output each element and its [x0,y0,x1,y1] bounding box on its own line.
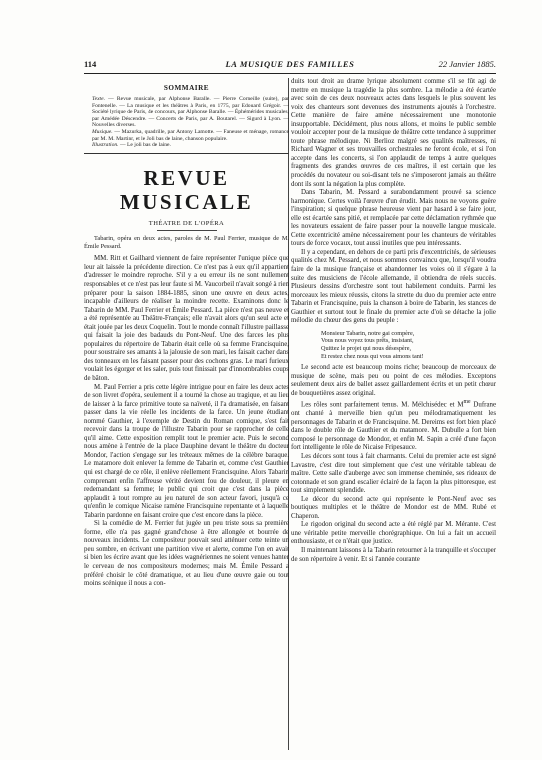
sommaire-rule [84,153,289,154]
right-paragraph-8: Le rigodon original du second acte a été réglé par M. Mérante. C'est une véritable petite merveille chorégraphique. On lui a fait un accueil enthousiaste, et ce n'était que justice. [291,521,496,546]
left-paragraph-2: M. Paul Ferrier a pris cette légère intrigue pour en faire les deux actes de son livret d'opéra, seulement il a tourné la chose au tragique, et au lieu de laisser à la farce primitive toute sa naïveté, il l'a dramatisée, en faisant passer dans la vie réelle les incidents de la farce. Un jeune étudiant nommé Gauthier, à l'exemple de Destin du Roman comique, s'est fait recevoir dans la troupe de l'illustre Tabarin pour se rapprocher de celle qu'il aime. Cette exposition remplit tout le premier acte. Puis le second nous amène à l'entrée de la place Dauphine devant le théâtre du docteur Mondor, l'action s'engage sur les tréteaux mêmes de la célèbre baraque. Le matamore doit enlever la femme de Tabarin et, comme c'est Gauthier qui est chargé de ce rôle, il enlève réellement Francisquine. Alors Tabarin comprenant enfin l'affreuse vérité devient fou de douleur, il pleure en redemandant sa femme; le public qui croit que c'est dans la pièce applaudit à tout rompre au jeu naturel de son acteur favori, jusqu'à ce qu'enfin le comique Nicaise ramène Francisquine repentante et à laquelle Tabarin pardonne en faisant croire que c'est encore dans la pièce. [84,383,289,519]
sommaire-illustration-body: — Le joli bas de laine. [119,142,171,149]
sommaire-texte-body: — Revue musicale, par Alphonse Baralle. — Pierre Corneille (suite), par Fontenelle. — La musique et les théâtres à Paris, en 1775, par Edouard Grégoir. — Société lyrique de Paris, 4e concours, par Alphonse Baralle. — Éphémérides musicales, par Amédée Déscendre. — Concerts de Paris, par A. Boutarel. — Sigurd à Lyon. — Nouvelles diverses. [92,96,289,129]
publication-title: LA MUSIQUE DES FAMILLES [225,59,355,69]
sommaire-illustration-label: Illustration. [92,142,119,149]
right-paragraph-4: Le second acte est beaucoup moins riche; beaucoup de morceaux de musique de scène, mais peu ou point de ces mélodies. Exceptons seulement deux airs de ballet assez gaillardement écrits et un petit chœur de bouquetières assez original. [291,364,496,397]
sommaire-box [84,96,289,149]
sommaire-musique-label: Musique. [92,128,113,135]
left-column [84,78,289,750]
header-rule [84,73,496,74]
right-paragraph-1: duits tout droit au drame lyrique absolument comme s'il se fût agi de mettre en musique la tragédie la plus sombre. La mélodie a été écartée avec soin de ces deux nouveaux actes dans lesquels le plus souvent les voix des chanteurs sont devenues des instruments ajoutés à l'orchestre. Cette manière de faire amène nécessairement une monotonie insupportable. Décidément, plus nous allons, et moins le public semble vouloir accepter pour de la musique de théâtre cette tendance à supprimer toute phrase mélodique. Ni Berlioz malgré ses qualités maîtresses, ni Richard Wagner et ses trouvailles orchestrales ne feront école, et si l'on accepte dans les concerts, si l'on applaudit de temps à autre quelques fragments des grandes œuvres de ces maîtres, il est certain que les procédés du novateur ou soi-disant tels ne s'imposeront jamais au théâtre dont ils sont la négation la plus complète. [291,78,496,188]
right-paragraph-3: Il y a cependant, en dehors de ce parti pris d'excentricités, de sérieuses qualités chez M. Pessard, et nous sommes convaincu que, lorsqu'il voudra faire de la musique française et abandonner les voies où il s'égare à la suite des musiciens de l'école allemande, il obtiendra de réels succès. Plusieurs dessins d'orchestre sont tout habilement conduits. Parmi les morceaux les mieux réussis, citons la strette du duo du premier acte entre Tabarin et Francisquine, puis la chanson à boire de Tabarin, les stances de Gauthier et surtout tout le finale du premier acte d'où se détache la jolie mélodie du chœur des gens du peuple : [291,248,496,325]
issue-date: 22 Janvier 1885. [438,59,496,69]
opera-credit-block [84,235,289,251]
left-paragraph-1: MM. Ritt et Gailhard viennent de faire représenter l'unique pièce que leur ait laissée la précédente direction. Ce n'est pas à eux qu'il appartient d'adresser le moindre reproche. S'il y a eu erreur ils ne sont nullement responsables et ce n'est pas leur faute si M. Vaucorbeil n'avait songé à rien préparer pour la saison 1884-1885, sinon une œuvre en deux actes, incapable d'ailleurs de réaliser la moindre recette. Examinons donc le Tabarin de MM. Paul Ferrier et Émile Pessard. La pièce n'est pas neuve et a été représentée au Théâtre-Français; elle n'avait alors qu'un seul acte et était jouée par les deux Coquelin. Tout le monde connaît l'illustre paillasse qui faisait la joie des badauds du Pont-Neuf. Une des farces les plus populaires du répertoire de Tabarin était celle où sa femme Francisquine, pour soustraire ses amants à la jalousie de son mari, les faisait cacher dans des tonneaux en les faisant passer pour des cochons gras. Le mari furieux voulait les égorger et les saler, puis tout finissait par d'innombrables coups de bâton. [84,255,289,382]
article-title: REVUE MUSICALE [119,165,254,214]
right-paragraph-7: Le décor du second acte qui représente le Pont-Neuf avec ses boutiques multiples et le théâtre de Mondor est de MM. Rubé et Chaperon. [291,495,496,520]
page-header [84,58,496,70]
sommaire-texte [84,96,289,129]
right-paragraph-2: Dans Tabarin, M. Pessard a surabondamment prouvé sa science harmonique. Certes voilà l'œuvre d'un érudit. Mais nous ne voyons guère l'inspiration; si quelque phrase heureuse vient par hasard à se faire jour, elle est écartée sans pitié, et remplacée par cette déclamation rythmée que les novateurs essaient de faire passer pour la nouvelle langue musicale. Cette excentricité amène nécessairement pour les chanteurs de véritables tours de force vocaux, tout aussi inutiles que peu intéressants. [291,189,496,248]
right-column [291,78,496,750]
right-paragraph-6: Les décors sont tous à fait charmants. Celui du premier acte est signé Lavastre, c'est dire tout simplement que c'est une véritable tableau de maître. Cette salle d'auberge avec son immense cheminée, ses rideaux de cotonnade et son grand escalier éclairé de la façon la plus pittoresque, est tout simplement splendide. [291,453,496,495]
chorus-verse [321,330,496,360]
sommaire-texte-label: Texte. [92,96,105,102]
sommaire-heading: SOMMAIRE [163,84,210,92]
verse-line: Et restez chez nous qui vous aimons tant! [321,352,424,360]
verse-line: Vous nous voyez tous prêts, insistant, [321,337,414,345]
left-paragraph-3: Si la comédie de M. Ferrier fut jugée un peu triste sous sa première forme, elle n'a pas gagné grand'chose à être allongée et bourrée de nouveaux incidents. Le compositeur pouvait seul atténuer cette teinte un peu sombre, en écrivant une partition vive et alerte, comme l'on en avait si bien les écrire avant que les idées wagnériennes ne soient venues hanter le cerveau de nos compositeurs modernes; mais M. Émile Pessard a préféré choisir le côté dramatique, et au lieu d'une œuvre gaie ou tout moins scénique il nous a con- [84,520,289,588]
opera-credit: Tabarin, opéra en deux actes, paroles de M. Paul Ferrier, musique de M. Émile Pessard. [84,234,289,250]
page-number: 114 [84,59,97,69]
right-paragraph-5: Les rôles sont parfaitement tenus. M. Mélchisédec et $M^{me}$ Dufrane ont chanté à merveille bien qu'un peu mélodramatiquement les personnages de Tabarin et de Francisquine. M. Dereims est fort bien placé dans le double rôle de Gauthier et du matamore. M. Dubulle a fort bien composé le personnage de Mondor, et enfin M. Sapin a créé d'une façon fort intelligente le rôle de Nicaise Fripesauce. [291,399,496,452]
verse-line: Monsieur Tabarin, notre gai compère, [321,329,415,337]
right-paragraph-9: Il maintenant laissons à la Tabarin retourner à la tranquille et s'occuper de son répertoire à venir. Et si l'année courante [291,547,496,563]
section-rule [157,230,217,231]
sommaire-illustration [84,142,289,149]
sommaire-musique-body: — Mazurka, quadrille, par Antony Lamotte. — Faneuse et ménage, romance par M. M. Martinr, et le Joli bas de laine, chanson populaire. [92,128,289,142]
section-heading: THÉATRE DE L'OPÉRA [148,219,225,227]
verse-line: Quittez le projet qui nous désespère, [321,345,412,353]
sommaire-musique [84,129,289,142]
